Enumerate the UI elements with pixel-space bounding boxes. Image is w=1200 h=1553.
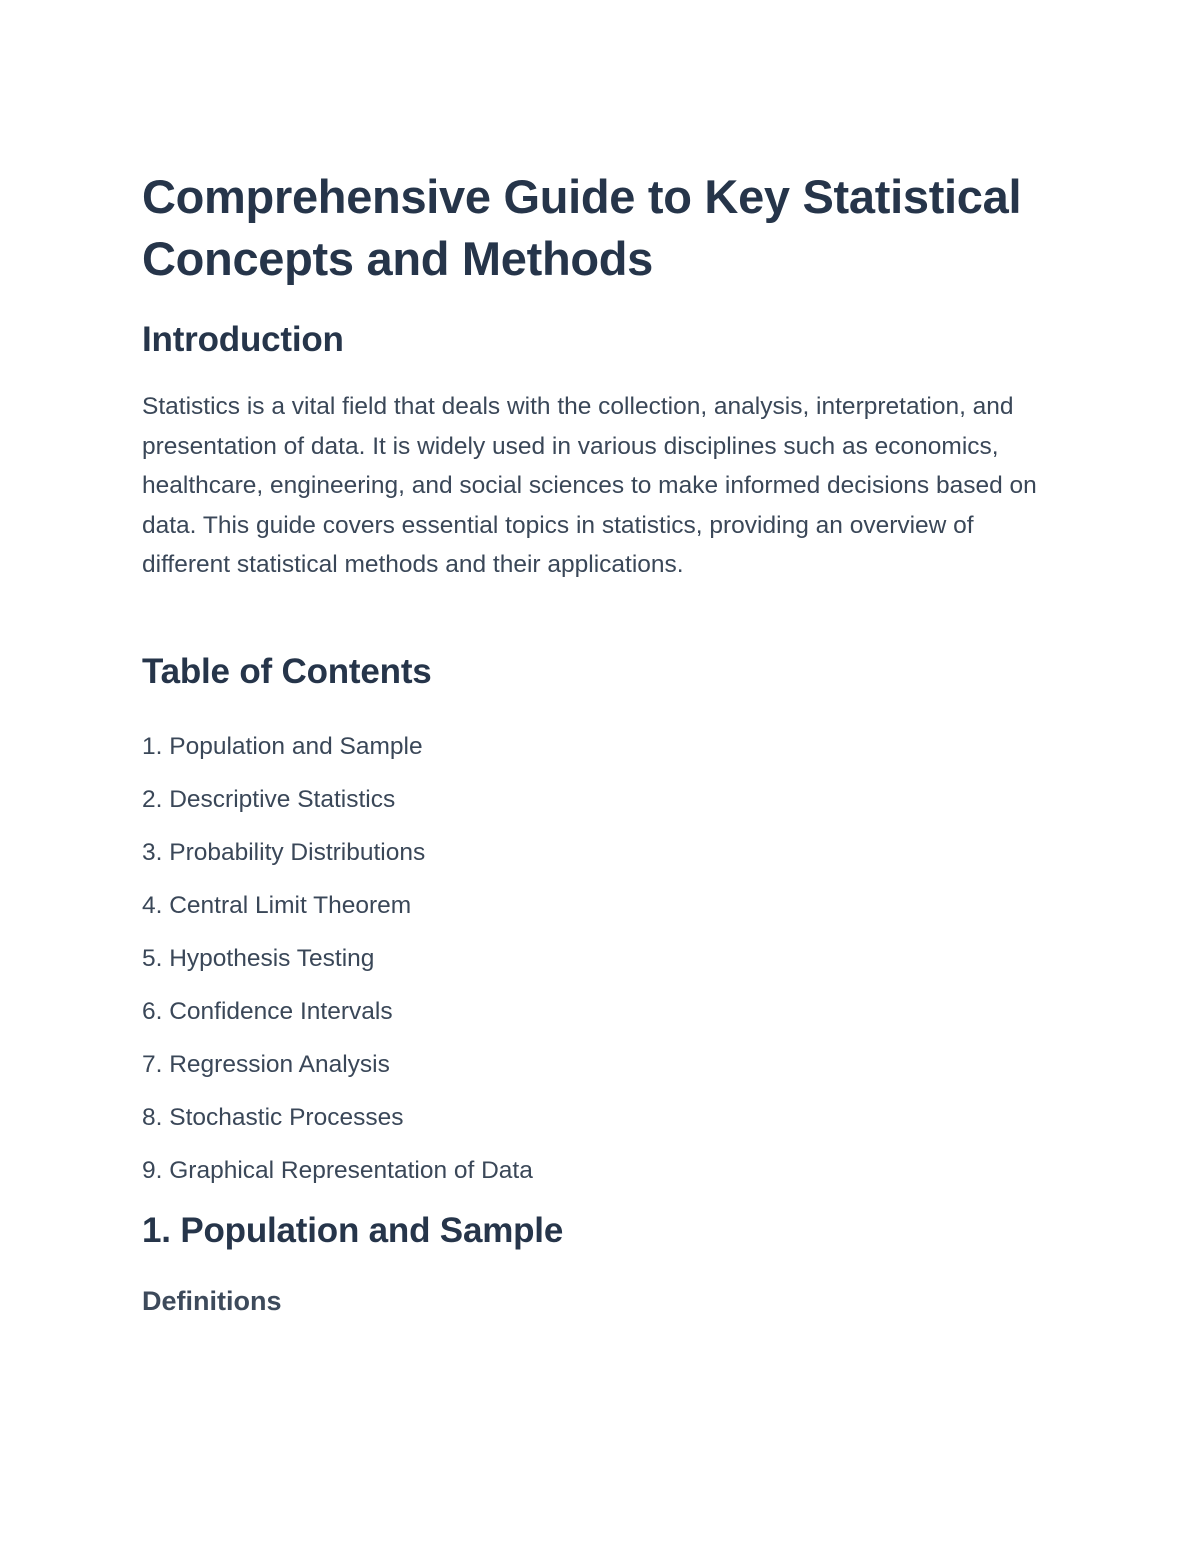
- document-title: Comprehensive Guide to Key Statistical Concepts and Methods: [142, 170, 1022, 285]
- toc-item-regression-analysis: 7. Regression Analysis: [142, 1051, 390, 1078]
- toc-item-graphical-representation: 9. Graphical Representation of Data: [142, 1157, 533, 1184]
- definitions-subheading: Definitions: [142, 1286, 282, 1316]
- toc-item-population-and-sample: 1. Population and Sample: [142, 733, 423, 760]
- table-of-contents: [142, 720, 533, 1197]
- introduction-heading: Introduction: [142, 320, 344, 359]
- toc-item-descriptive-statistics: 2. Descriptive Statistics: [142, 786, 396, 813]
- toc-item-stochastic-processes: 8. Stochastic Processes: [142, 1104, 404, 1131]
- toc-item-hypothesis-testing: 5. Hypothesis Testing: [142, 945, 375, 972]
- toc-item-confidence-intervals: 6. Confidence Intervals: [142, 998, 393, 1025]
- section-population-and-sample-heading: 1. Population and Sample: [142, 1211, 564, 1250]
- toc-item-central-limit-theorem: 4. Central Limit Theorem: [142, 892, 412, 919]
- toc-heading: Table of Contents: [142, 652, 432, 691]
- introduction-paragraph: Statistics is a vital field that deals with the collection, analysis, interpretation, and presentation of data. It is widely used in various disciplines such as economics, healthcare, engineering, and social sciences to make informed decisions based on data. This guide covers essential topics in statistics, providing an overview of different statistical methods and their applications.: [142, 393, 1037, 579]
- toc-item-probability-distributions: 3. Probability Distributions: [142, 839, 426, 866]
